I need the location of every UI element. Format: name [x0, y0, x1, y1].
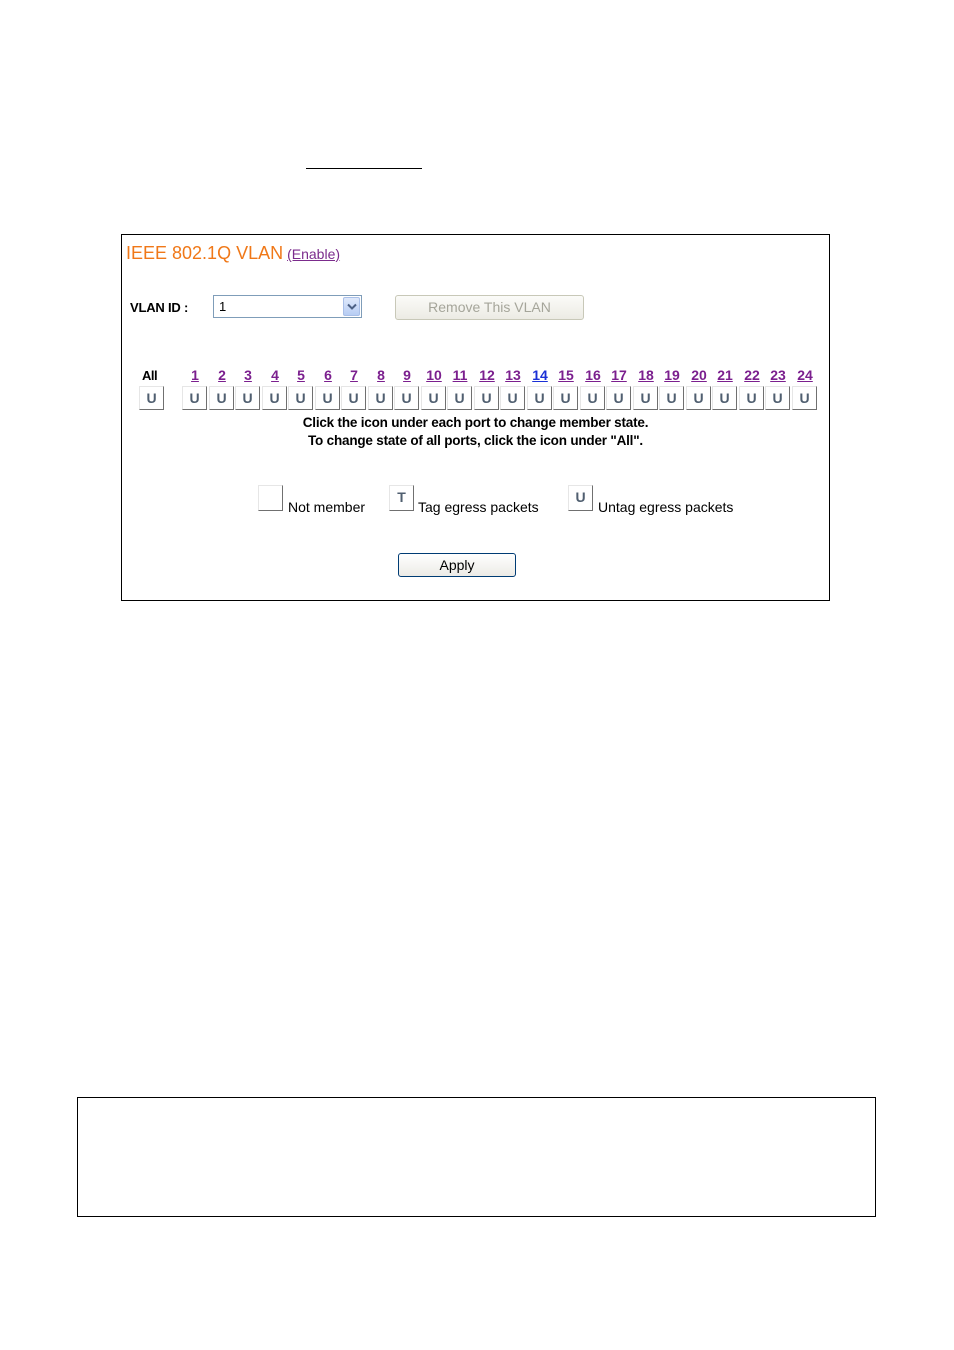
- port-5-link[interactable]: 5: [297, 367, 305, 383]
- port-16-link[interactable]: 16: [585, 367, 601, 383]
- port-14-link[interactable]: 14: [532, 367, 548, 383]
- vlan-panel: [121, 234, 830, 601]
- port-13-link[interactable]: 13: [505, 367, 521, 383]
- port-21-link[interactable]: 21: [717, 367, 733, 383]
- port-17-link[interactable]: 17: [611, 367, 627, 383]
- vlan-id-label: VLAN ID :: [130, 300, 189, 315]
- port-8-state[interactable]: U: [368, 386, 393, 410]
- port-14-state[interactable]: U: [527, 386, 552, 410]
- port-23-state[interactable]: U: [765, 386, 790, 410]
- port-9-state[interactable]: U: [394, 386, 419, 410]
- port-18-link[interactable]: 18: [638, 367, 654, 383]
- legend-not-member-icon: [258, 485, 283, 511]
- port-3-link[interactable]: 3: [244, 367, 252, 383]
- enable-link[interactable]: (Enable): [287, 246, 341, 262]
- port-19-state[interactable]: U: [659, 386, 684, 410]
- port-23-link[interactable]: 23: [770, 367, 786, 383]
- port-17-state[interactable]: U: [606, 386, 631, 410]
- port-12-link[interactable]: 12: [479, 367, 495, 383]
- port-15-state[interactable]: U: [553, 386, 578, 410]
- port-3-state[interactable]: U: [235, 386, 260, 410]
- note-box: [77, 1097, 876, 1217]
- chevron-down-icon[interactable]: [343, 297, 360, 316]
- port-6-link[interactable]: 6: [324, 367, 332, 383]
- panel-header: [126, 243, 340, 264]
- all-ports-toggle[interactable]: U: [139, 386, 164, 410]
- port-22-state[interactable]: U: [739, 386, 764, 410]
- port-19-link[interactable]: 19: [664, 367, 680, 383]
- port-11-state[interactable]: U: [447, 386, 472, 410]
- port-13-state[interactable]: U: [500, 386, 525, 410]
- port-11-link[interactable]: 11: [452, 367, 468, 383]
- vlan-id-value: 1: [219, 299, 227, 314]
- port-1-state[interactable]: U: [182, 386, 207, 410]
- panel-title: IEEE 802.1Q VLAN: [126, 243, 284, 263]
- apply-button[interactable]: Apply: [398, 553, 516, 577]
- legend-untag-label: Untag egress packets: [598, 499, 734, 515]
- port-20-state[interactable]: U: [686, 386, 711, 410]
- port-16-state[interactable]: U: [580, 386, 605, 410]
- port-20-link[interactable]: 20: [691, 367, 707, 383]
- legend-tag-icon: T: [389, 485, 414, 511]
- port-24-state[interactable]: U: [792, 386, 817, 410]
- instruction-line-1: Click the icon under each port to change member state.: [302, 415, 649, 430]
- port-9-link[interactable]: 9: [403, 367, 411, 383]
- document-underline: [306, 168, 422, 169]
- port-2-link[interactable]: 2: [218, 367, 226, 383]
- instruction-line-2: To change state of all ports, click the icon under "All".: [308, 433, 643, 448]
- port-8-link[interactable]: 8: [377, 367, 385, 383]
- port-4-link[interactable]: 4: [271, 367, 279, 383]
- port-15-link[interactable]: 15: [558, 367, 574, 383]
- legend-not-member-label: Not member: [288, 499, 366, 515]
- port-7-link[interactable]: 7: [350, 367, 358, 383]
- port-10-link[interactable]: 10: [426, 367, 442, 383]
- port-12-state[interactable]: U: [474, 386, 499, 410]
- all-ports-label: All: [142, 368, 158, 383]
- legend-tag-label: Tag egress packets: [418, 499, 539, 515]
- remove-vlan-button[interactable]: Remove This VLAN: [395, 295, 584, 320]
- port-21-state[interactable]: U: [712, 386, 737, 410]
- port-10-state[interactable]: U: [421, 386, 446, 410]
- legend-untag-icon: U: [568, 485, 593, 511]
- vlan-id-select[interactable]: [213, 295, 362, 318]
- port-5-state[interactable]: U: [288, 386, 313, 410]
- port-7-state[interactable]: U: [341, 386, 366, 410]
- port-22-link[interactable]: 22: [744, 367, 760, 383]
- port-4-state[interactable]: U: [262, 386, 287, 410]
- port-18-state[interactable]: U: [633, 386, 658, 410]
- port-6-state[interactable]: U: [315, 386, 340, 410]
- port-2-state[interactable]: U: [209, 386, 234, 410]
- port-24-link[interactable]: 24: [797, 367, 813, 383]
- port-1-link[interactable]: 1: [191, 367, 199, 383]
